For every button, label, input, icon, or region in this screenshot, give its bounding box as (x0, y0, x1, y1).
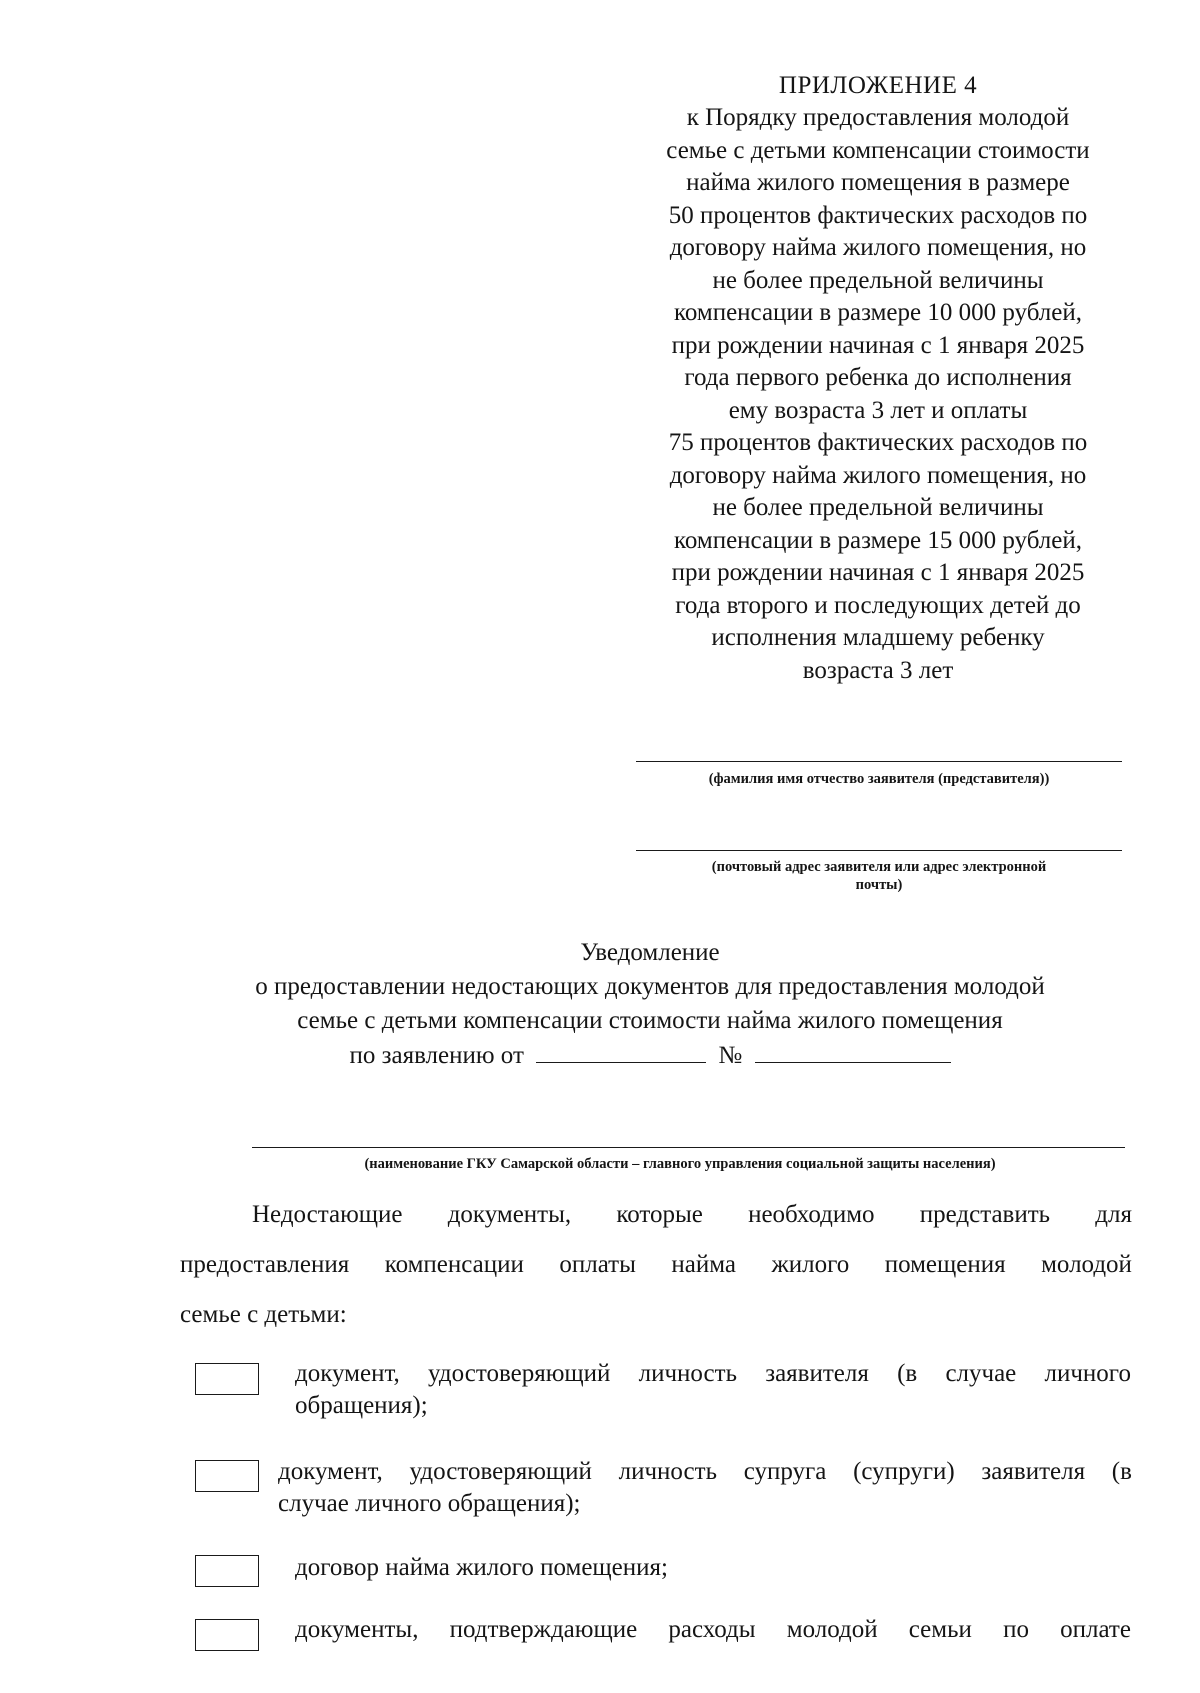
address-caption-line: (почтовый адрес заявителя или адрес электронной (711, 859, 1047, 875)
word: случае (945, 1360, 1017, 1387)
word: личность (638, 1360, 737, 1387)
checklist-line: случае личного обращения); (278, 1490, 581, 1517)
checkbox-expense-docs[interactable] (195, 1619, 259, 1651)
notice-title: Уведомление (580, 939, 720, 966)
word: оплате (1060, 1616, 1131, 1643)
word: необходимо (748, 1201, 875, 1228)
application-date-field[interactable] (536, 1038, 706, 1063)
applicant-name-caption: (фамилия имя отчество заявителя (представителя)) (708, 771, 1050, 787)
word: личность (618, 1458, 717, 1485)
authority-name-line[interactable] (252, 1147, 1125, 1148)
checkbox-spouse-id[interactable] (195, 1460, 259, 1492)
appendix-line: 75 процентов фактических расходов по (668, 429, 1088, 456)
authority-caption: (наименование ГКУ Самарской области – главного управления социальной защиты населения) (364, 1156, 996, 1172)
word: (в (897, 1360, 918, 1387)
checklist-line (278, 1456, 1132, 1488)
checklist-line: договор найма жилого помещения; (295, 1554, 668, 1581)
word: помещения (884, 1251, 1006, 1278)
appendix-line: года второго и последующих детей до (675, 591, 1081, 619)
word: Недостающие (252, 1201, 403, 1228)
word: по (1003, 1616, 1029, 1643)
appendix-line: при рождении начиная с 1 января 2025 (671, 331, 1085, 359)
word: молодой (786, 1616, 878, 1643)
checklist-item-expense-docs (295, 1614, 1131, 1646)
word: документы, (295, 1616, 419, 1643)
word: найма (671, 1251, 736, 1278)
applicant-name-line[interactable] (636, 761, 1122, 762)
word: семьи (908, 1616, 972, 1643)
word: компенсации (384, 1251, 524, 1278)
word: супруга (743, 1458, 827, 1485)
appendix-line: договору найма жилого помещения, но (669, 461, 1087, 489)
applicant-address-line[interactable] (636, 850, 1122, 851)
checklist-line (295, 1614, 1131, 1646)
checklist-item-spouse-id (278, 1456, 1132, 1520)
checklist-line (295, 1358, 1131, 1390)
body-line: семье с детьми: (180, 1301, 347, 1328)
word: молодой (1041, 1251, 1132, 1278)
notice-line: о предоставлении недостающих документов для предоставления молодой (255, 973, 1045, 1000)
word: заявителя (981, 1458, 1086, 1485)
appendix-line: к Порядку предоставления молодой (686, 104, 1070, 131)
address-caption-line: почты) (855, 877, 903, 893)
notice-line: семье с детьми компенсации стоимости найма жилого помещения (297, 1007, 1003, 1034)
word: для (1095, 1201, 1132, 1228)
appendix-line: при рождении начиная с 1 января 2025 (671, 559, 1085, 586)
appendix-line: года первого ребенка до исполнения (684, 364, 1072, 391)
word: оплаты (559, 1251, 636, 1278)
appendix-line: не более предельной величины (712, 266, 1044, 294)
appendix-header (628, 70, 1128, 687)
appendix-line: ему возраста 3 лет и оплаты (728, 396, 1028, 424)
word: документ, (295, 1360, 400, 1387)
appendix-line: 50 процентов фактических расходов по (668, 201, 1088, 229)
notice-application-prefix: по заявлению от (349, 1042, 524, 1069)
word: представить (919, 1201, 1051, 1228)
body-line (180, 1199, 1132, 1249)
word: жилого (771, 1251, 850, 1278)
appendix-line: договору найма жилого помещения, но (669, 234, 1087, 261)
word: заявителя (765, 1360, 869, 1387)
application-number-field[interactable] (755, 1038, 951, 1063)
appendix-line: компенсации в размере 15 000 рублей, (673, 526, 1083, 554)
appendix-line: семье с детьми компенсации стоимости (666, 136, 1090, 164)
word: личного (1044, 1360, 1131, 1387)
checklist-line: обращения); (295, 1392, 428, 1419)
word: (супруги) (853, 1458, 955, 1485)
checklist-item-rental-contract (295, 1552, 1131, 1584)
notice-heading (150, 936, 1150, 1073)
word: удостоверяющий (409, 1458, 592, 1485)
checkbox-rental-contract[interactable] (195, 1555, 259, 1587)
body-line (180, 1249, 1132, 1299)
word: документ, (278, 1458, 383, 1485)
word: подтверждающие (449, 1616, 638, 1643)
word: (в (1111, 1458, 1132, 1485)
appendix-line: исполнения младшему ребенку (711, 624, 1045, 651)
appendix-title: ПРИЛОЖЕНИЕ 4 (778, 72, 978, 99)
appendix-line: найма жилого помещения в размере (686, 169, 1070, 196)
checklist-item-applicant-id (295, 1358, 1131, 1422)
checkbox-applicant-id[interactable] (195, 1363, 259, 1395)
word: документы, (447, 1201, 572, 1228)
appendix-line: возраста 3 лет (802, 656, 954, 684)
number-sign: № (718, 1042, 743, 1069)
appendix-line: не более предельной величины (712, 494, 1044, 521)
appendix-line: компенсации в размере 10 000 рублей, (673, 299, 1083, 326)
word: которые (616, 1201, 703, 1228)
word: удостоверяющий (428, 1360, 611, 1387)
body-paragraph (180, 1199, 1132, 1349)
word: расходы (668, 1616, 756, 1643)
applicant-address-caption (636, 858, 1122, 894)
notice-application-line (150, 1038, 1150, 1073)
word: предоставления (180, 1251, 350, 1278)
